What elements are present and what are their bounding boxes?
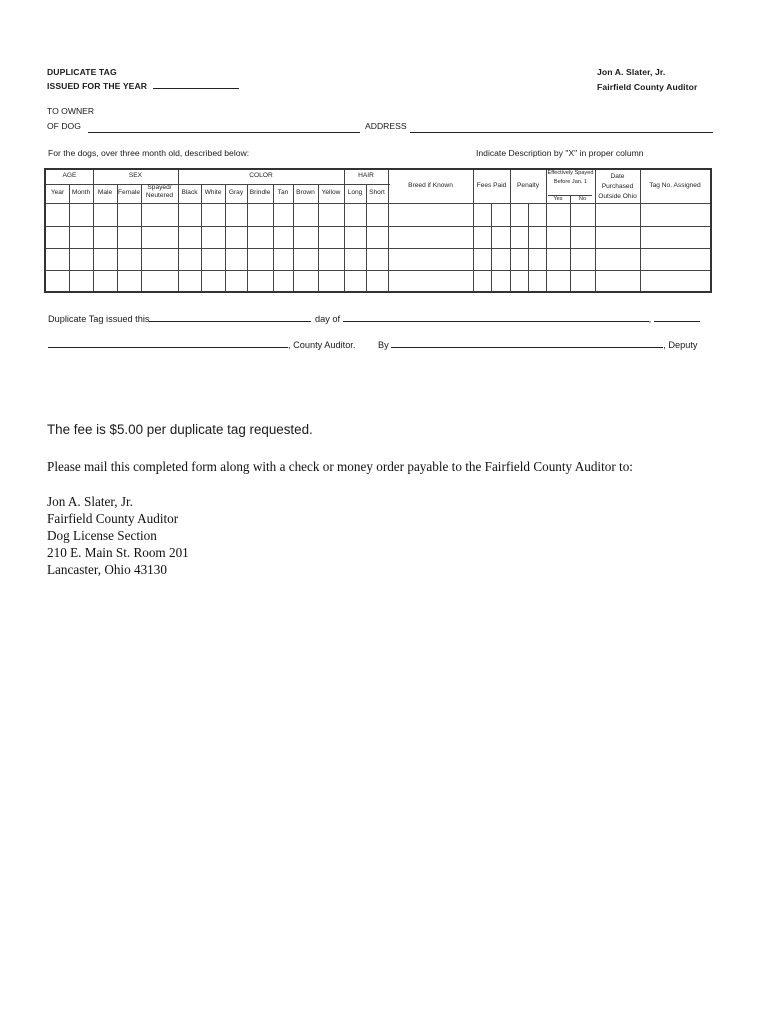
col-short: Short xyxy=(369,189,385,196)
col-no: No xyxy=(578,196,587,202)
of-dog-label: OF DOG xyxy=(47,121,81,131)
mail-address-line3: Dog License Section xyxy=(47,528,157,543)
mail-address-line2: Fairfield County Auditor xyxy=(47,511,179,526)
year-field[interactable] xyxy=(153,87,239,89)
col-divider xyxy=(141,184,142,291)
col-divider xyxy=(273,184,274,291)
col-female: Female xyxy=(118,189,140,196)
owner-name-field[interactable] xyxy=(88,131,360,133)
issued-year-field[interactable] xyxy=(654,320,700,322)
issued-comma: , xyxy=(648,314,652,324)
instructions-left: For the dogs, over three month old, described below: xyxy=(48,148,250,158)
col-divider xyxy=(225,184,226,291)
fee-notice: The fee is $5.00 per duplicate tag requested. xyxy=(47,422,313,437)
instructions-right: Indicate Description by "X" in proper column xyxy=(476,148,644,158)
group-color: COLOR xyxy=(249,172,273,179)
issued-this-label: Duplicate Tag issued this xyxy=(48,314,150,324)
col-yes: Yes xyxy=(553,196,563,202)
to-owner-label: TO OWNER xyxy=(47,106,95,116)
address-field[interactable] xyxy=(410,131,713,133)
auditor-title: Fairfield County Auditor xyxy=(597,82,698,92)
signature-line xyxy=(48,340,698,350)
col-divider xyxy=(201,184,202,291)
group-header-divider xyxy=(46,184,390,185)
day-of-label: day of xyxy=(315,314,341,324)
auditor-signature-field[interactable] xyxy=(48,346,288,348)
group-hair: HAIR xyxy=(358,172,374,179)
by-label: By xyxy=(377,340,389,350)
col-year: Year xyxy=(50,189,65,196)
header-bottom-line xyxy=(46,203,710,204)
form-title: DUPLICATE TAG xyxy=(47,67,117,77)
dog-description-table xyxy=(44,168,712,293)
col-gray: Gray xyxy=(228,189,244,196)
col-divider xyxy=(117,184,118,291)
col-black: Black xyxy=(181,189,198,196)
col-male: Male xyxy=(97,189,113,196)
mail-address-line5: Lancaster, Ohio 43130 xyxy=(47,562,167,577)
issued-for-year-text: ISSUED FOR THE YEAR xyxy=(47,81,148,91)
col-divider xyxy=(528,203,529,291)
col-tag-no: Tag No. Assigned xyxy=(649,182,701,189)
mail-address-block xyxy=(47,493,189,578)
col-yellow: Yellow xyxy=(321,189,341,196)
col-divider xyxy=(491,203,492,291)
row-divider xyxy=(46,226,710,227)
col-divider xyxy=(318,184,319,291)
col-long: Long xyxy=(347,189,363,196)
col-divider xyxy=(69,184,70,291)
mail-instructions: Please mail this completed form along with a check or money order payable to the Fairfield County Auditor to: xyxy=(47,459,633,474)
issued-month-field[interactable] xyxy=(343,320,649,322)
col-divider xyxy=(247,184,248,291)
auditor-name: Jon A. Slater, Jr. xyxy=(597,67,666,77)
col-divider xyxy=(570,195,571,291)
col-penalty: Penalty xyxy=(517,182,539,189)
col-tan: Tan xyxy=(277,189,289,196)
col-divider xyxy=(366,184,367,291)
col-brown: Brown xyxy=(296,189,315,196)
deputy-signature-field[interactable] xyxy=(391,346,663,348)
issued-for-year-label xyxy=(47,81,239,91)
col-brindle: Brindle xyxy=(249,189,271,196)
mail-address-line4: 210 E. Main St. Room 201 xyxy=(47,545,189,560)
address-label: ADDRESS xyxy=(365,121,407,131)
col-effectively-spayed: Effectively Spayed Before Jan. 1 xyxy=(547,170,594,185)
col-white: White xyxy=(204,189,222,196)
col-month: Month xyxy=(71,189,91,196)
duplicate-issued-line xyxy=(48,314,700,324)
col-date-purchased: Date Purchased Outside Ohio xyxy=(598,173,637,201)
issued-day-field[interactable] xyxy=(149,320,311,322)
mail-address-line1: Jon A. Slater, Jr. xyxy=(47,494,133,509)
col-divider xyxy=(293,184,294,291)
col-spayed-neutered: Spayed/ Neutered xyxy=(145,184,174,199)
row-divider xyxy=(46,248,710,249)
group-sex: SEX xyxy=(128,172,143,179)
deputy-label: , Deputy xyxy=(663,340,698,350)
col-breed: Breed if Known xyxy=(408,182,453,189)
county-auditor-label: , County Auditor. xyxy=(288,340,356,350)
col-fees-paid: Fees Paid xyxy=(476,182,507,189)
row-divider xyxy=(46,270,710,271)
group-age: AGE xyxy=(62,172,77,179)
